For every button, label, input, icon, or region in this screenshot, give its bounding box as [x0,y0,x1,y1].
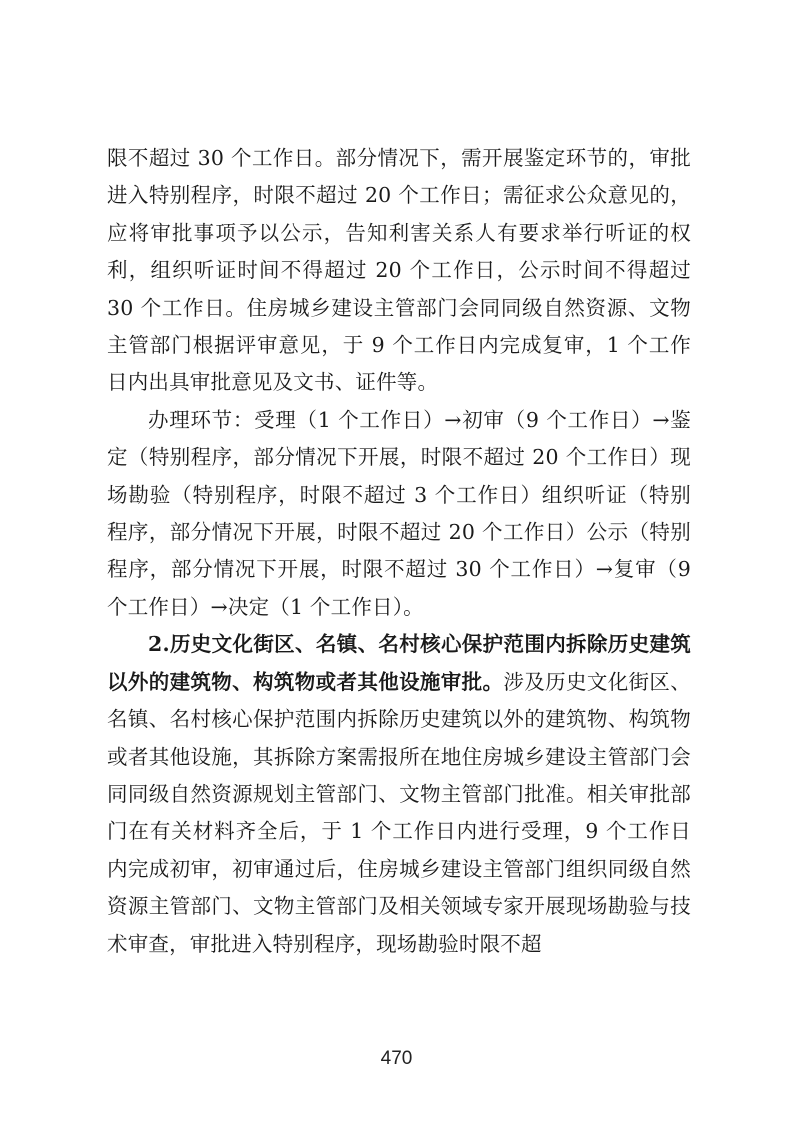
section-body-demolition-approval: 涉及历史文化街区、名镇、名村核心保护范围内拆除历史建筑以外的建筑物、构筑物或者其他设施，其拆除方案需报所在地住房城乡建设主管部门会同同级自然资源规划主管部门、文物主管部门批准。相关审批部门在有关材料齐全后，于 1 个工作日内进行受理，9 个工作日内完成初审，初审通过后，住房城乡建设主管部门组织同级自然资源主管部门、文物主管部门及相关领域专家开展现场勘验与技术审查，审批进入特别程序，现场勘验时限不超 [107,669,691,956]
page-number: 470 [380,1048,413,1069]
paragraph-continued-timelines: 限不超过 30 个工作日。部分情况下，需开展鉴定环节的，审批进入特别程序，时限不超过 20 个工作日；需征求公众意见的，应将审批事项予以公示，告知利害关系人有要求举行听证的权利，组织听证时间不得超过 20 个工作日，公示时间不得超过 30 个工作日。住房城乡建设主管部门会同同级自然资源、文物主管部门根据评审意见，于 9 个工作日内完成复审，1 个工作日内出具审批意见及文书、证件等。 [107,146,691,395]
section-heading-demolition-approval: 2.历史文化街区、名镇、名村核心保护范围内拆除历史建筑以外的建筑物、构筑物或者其他设施审批。 [107,632,691,694]
paragraph-demolition-approval [107,626,691,963]
body-text [107,140,691,963]
paragraph-processing-steps: 办理环节：受理（1 个工作日）→初审（9 个工作日）→鉴定（特别程序，部分情况下开展，时限不超过 20 个工作日）现场勘验（特别程序，时限不超过 3 个工作日）组织听证（特别程序，部分情况下开展，时限不超过 20 个工作日）公示（特别程序，部分情况下开展，时限不超过 30 个工作日）→复审（9 个工作日）→决定（1 个工作日）。 [107,407,691,619]
